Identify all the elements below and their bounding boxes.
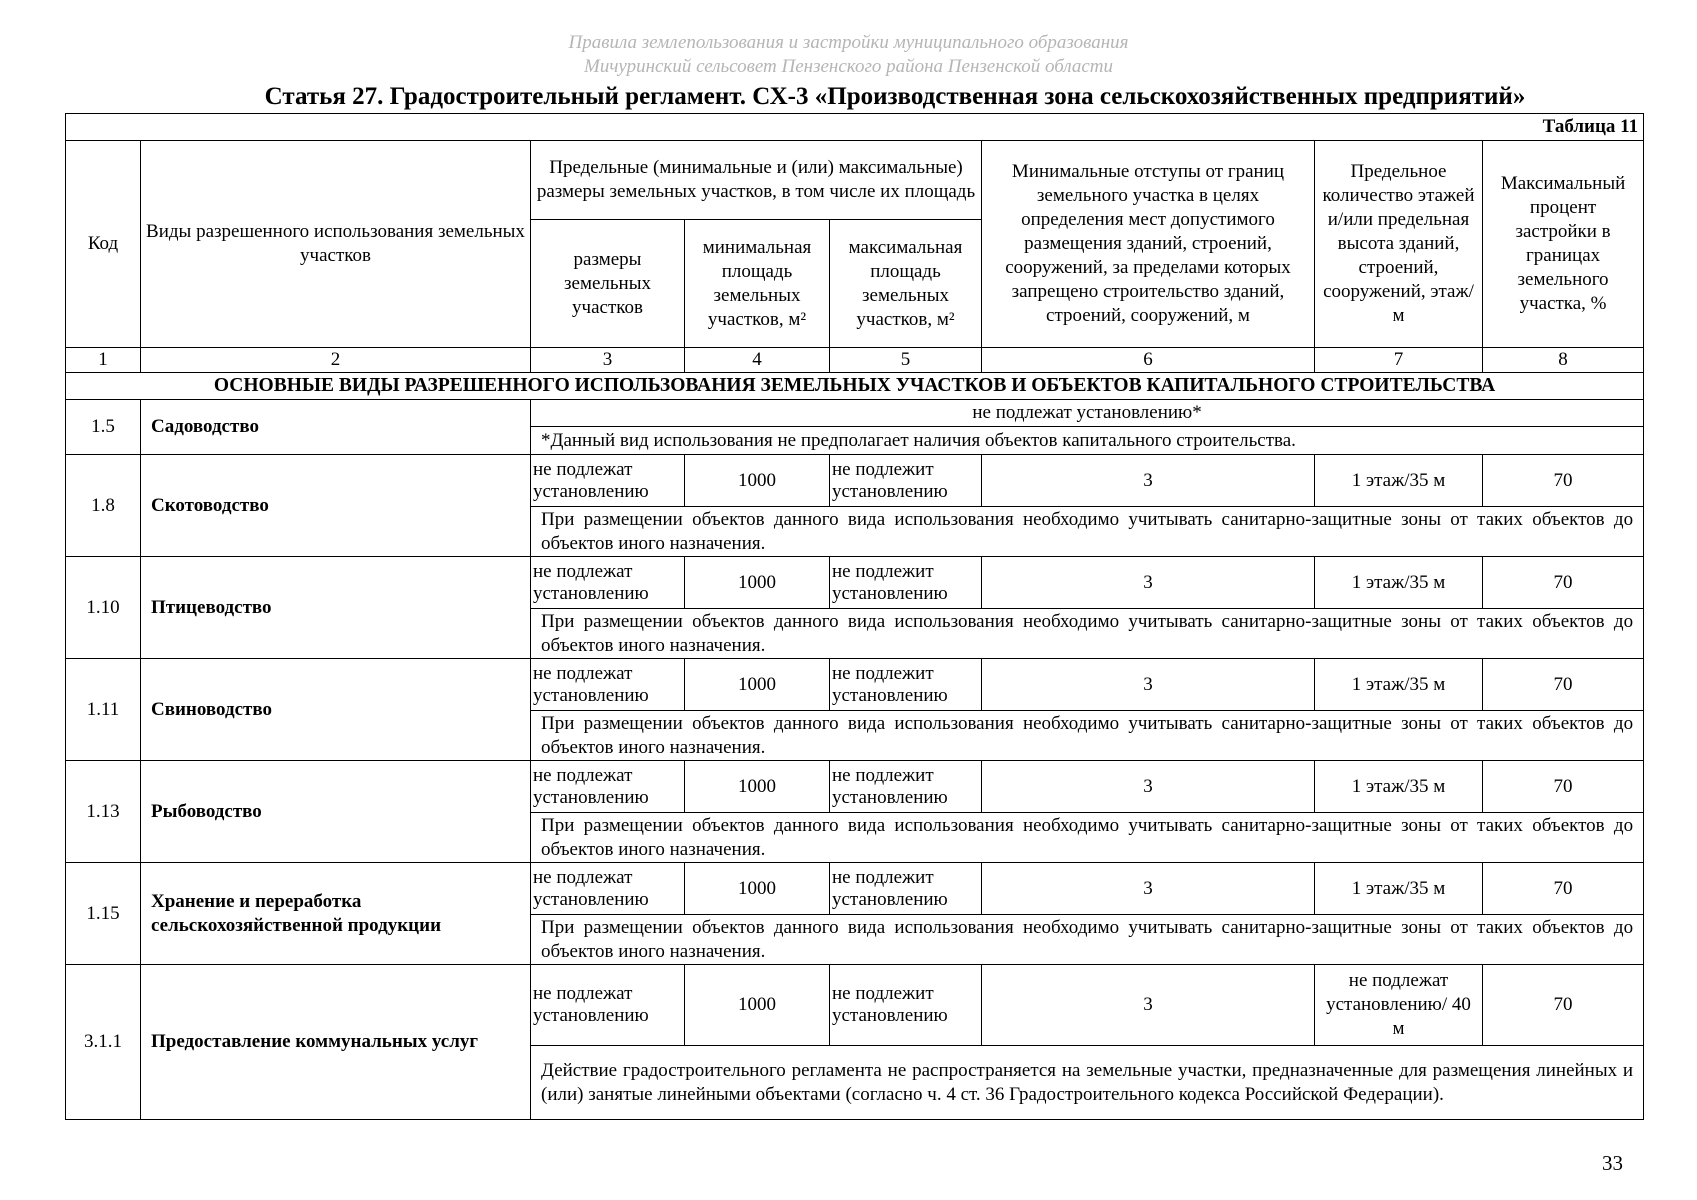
row-max-area: не подлежит установлению xyxy=(830,761,982,813)
row-note: При размещении объектов данного вида использования необходимо учитывать санитарно-защитные зоны от таких объектов до объектов иного назначения. xyxy=(531,915,1644,965)
row-note: Действие градостроительного регламента не распространяется на земельные участки, предназначенные для размещения линейных и (или) занятые линейными объектами (согласно ч. 4 ст. 36 Градостроительного кодекса Российской Федерации). xyxy=(531,1046,1644,1120)
col-header-code: Код xyxy=(66,141,141,348)
row-min-area: 1000 xyxy=(685,863,830,915)
use-value: не подлежат установлению* xyxy=(531,400,1644,427)
row-floors: 1 этаж/35 м xyxy=(1315,761,1483,813)
use-code: 1.10 xyxy=(66,557,141,659)
row-sizes: не подлежат установлению xyxy=(531,761,685,813)
use-code: 1.11 xyxy=(66,659,141,761)
row-min-area: 1000 xyxy=(685,761,830,813)
col-header-setbacks: Минимальные отступы от границ земельного участка в целях определения мест допустимого размещения зданий, строений, сооружений, за пределами которых запрещено строительство зданий, строений, сооружений, м xyxy=(982,141,1315,348)
row-min-area: 1000 xyxy=(685,965,830,1046)
row-note: При размещении объектов данного вида использования необходимо учитывать санитарно-защитные зоны от таких объектов до объектов иного назначения. xyxy=(531,813,1644,863)
row-note: При размещении объектов данного вида использования необходимо учитывать санитарно-защитные зоны от таких объектов до объектов иного назначения. xyxy=(531,609,1644,659)
row-floors: 1 этаж/35 м xyxy=(1315,863,1483,915)
page-number: 33 xyxy=(1602,1151,1623,1175)
section-heading: ОСНОВНЫЕ ВИДЫ РАЗРЕШЕННОГО ИСПОЛЬЗОВАНИЯ ЗЕМЕЛЬНЫХ УЧАСТКОВ И ОБЪЕКТОВ КАПИТАЛЬНОГО СТРОИТЕЛЬСТВА xyxy=(66,373,1644,400)
col-header-floors: Предельное количество этажей и/или предельная высота зданий, строений, сооружений, этаж/м xyxy=(1315,141,1483,348)
row-max-area: не подлежит установлению xyxy=(830,965,982,1046)
col-header-max-area: максимальная площадь земельных участков, м² xyxy=(830,220,982,348)
col-number: 6 xyxy=(982,348,1315,373)
row-max-area: не подлежит установлению xyxy=(830,557,982,609)
row-sizes: не подлежат установлению xyxy=(531,659,685,711)
col-number: 7 xyxy=(1315,348,1483,373)
row-coverage: 70 xyxy=(1483,761,1644,813)
use-name: Свиноводство xyxy=(141,659,531,761)
col-header-uses: Виды разрешенного использования земельных участков xyxy=(141,141,531,348)
use-note: *Данный вид использования не предполагает наличия объектов капитального строительства. xyxy=(531,427,1644,455)
regulation-table xyxy=(65,113,1644,1120)
use-name: Рыбоводство xyxy=(141,761,531,863)
use-name: Птицеводство xyxy=(141,557,531,659)
row-sizes: не подлежат установлению xyxy=(531,863,685,915)
article-title: Статья 27. Градостроительный регламент. СХ-3 «Производственная зона сельскохозяйственных предприятий» xyxy=(264,83,1526,110)
use-name: Скотоводство xyxy=(141,455,531,557)
use-code: 3.1.1 xyxy=(66,965,141,1120)
row-coverage: 70 xyxy=(1483,659,1644,711)
row-note: При размещении объектов данного вида использования необходимо учитывать санитарно-защитные зоны от таких объектов до объектов иного назначения. xyxy=(531,711,1644,761)
row-setback: 3 xyxy=(982,863,1315,915)
row-sizes: не подлежат установлению xyxy=(531,557,685,609)
row-sizes: не подлежат установлению xyxy=(531,455,685,507)
row-min-area: 1000 xyxy=(685,557,830,609)
col-header-coverage: Максимальный процент застройки в границах земельного участка, % xyxy=(1483,141,1644,348)
row-floors: 1 этаж/35 м xyxy=(1315,557,1483,609)
use-name: Предоставление коммунальных услуг xyxy=(141,965,531,1120)
row-max-area: не подлежит установлению xyxy=(830,863,982,915)
row-note: При размещении объектов данного вида использования необходимо учитывать санитарно-защитные зоны от таких объектов до объектов иного назначения. xyxy=(531,507,1644,557)
use-code: 1.5 xyxy=(66,400,141,455)
col-number: 2 xyxy=(141,348,531,373)
row-sizes: не подлежат установлению xyxy=(531,965,685,1046)
use-code: 1.13 xyxy=(66,761,141,863)
col-number: 1 xyxy=(66,348,141,373)
running-header-line-2: Мичуринский сельсовет Пензенского района Пензенской области xyxy=(584,56,1113,77)
row-max-area: не подлежит установлению xyxy=(830,659,982,711)
row-setback: 3 xyxy=(982,761,1315,813)
col-number: 4 xyxy=(685,348,830,373)
table-label: Таблица 11 xyxy=(66,114,1644,141)
row-min-area: 1000 xyxy=(685,659,830,711)
row-setback: 3 xyxy=(982,965,1315,1046)
row-max-area: не подлежит установлению xyxy=(830,455,982,507)
use-name: Хранение и переработка сельскохозяйственной продукции xyxy=(141,863,531,965)
row-setback: 3 xyxy=(982,455,1315,507)
use-code: 1.15 xyxy=(66,863,141,965)
row-floors: не подлежат установлению/ 40 м xyxy=(1315,965,1483,1046)
row-floors: 1 этаж/35 м xyxy=(1315,455,1483,507)
col-header-sizes: размеры земельных участков xyxy=(531,220,685,348)
row-floors: 1 этаж/35 м xyxy=(1315,659,1483,711)
row-setback: 3 xyxy=(982,557,1315,609)
col-header-size-limits: Предельные (минимальные и (или) максимальные) размеры земельных участков, в том числе их площадь xyxy=(531,141,982,220)
row-coverage: 70 xyxy=(1483,557,1644,609)
use-code: 1.8 xyxy=(66,455,141,557)
row-setback: 3 xyxy=(982,659,1315,711)
col-header-min-area: минимальная площадь земельных участков, м² xyxy=(685,220,830,348)
row-coverage: 70 xyxy=(1483,863,1644,915)
row-coverage: 70 xyxy=(1483,455,1644,507)
col-number: 5 xyxy=(830,348,982,373)
col-number: 8 xyxy=(1483,348,1644,373)
col-number: 3 xyxy=(531,348,685,373)
row-coverage: 70 xyxy=(1483,965,1644,1046)
use-name: Садоводство xyxy=(141,400,531,455)
row-min-area: 1000 xyxy=(685,455,830,507)
running-header-line-1: Правила землепользования и застройки муниципального образования xyxy=(568,32,1129,53)
